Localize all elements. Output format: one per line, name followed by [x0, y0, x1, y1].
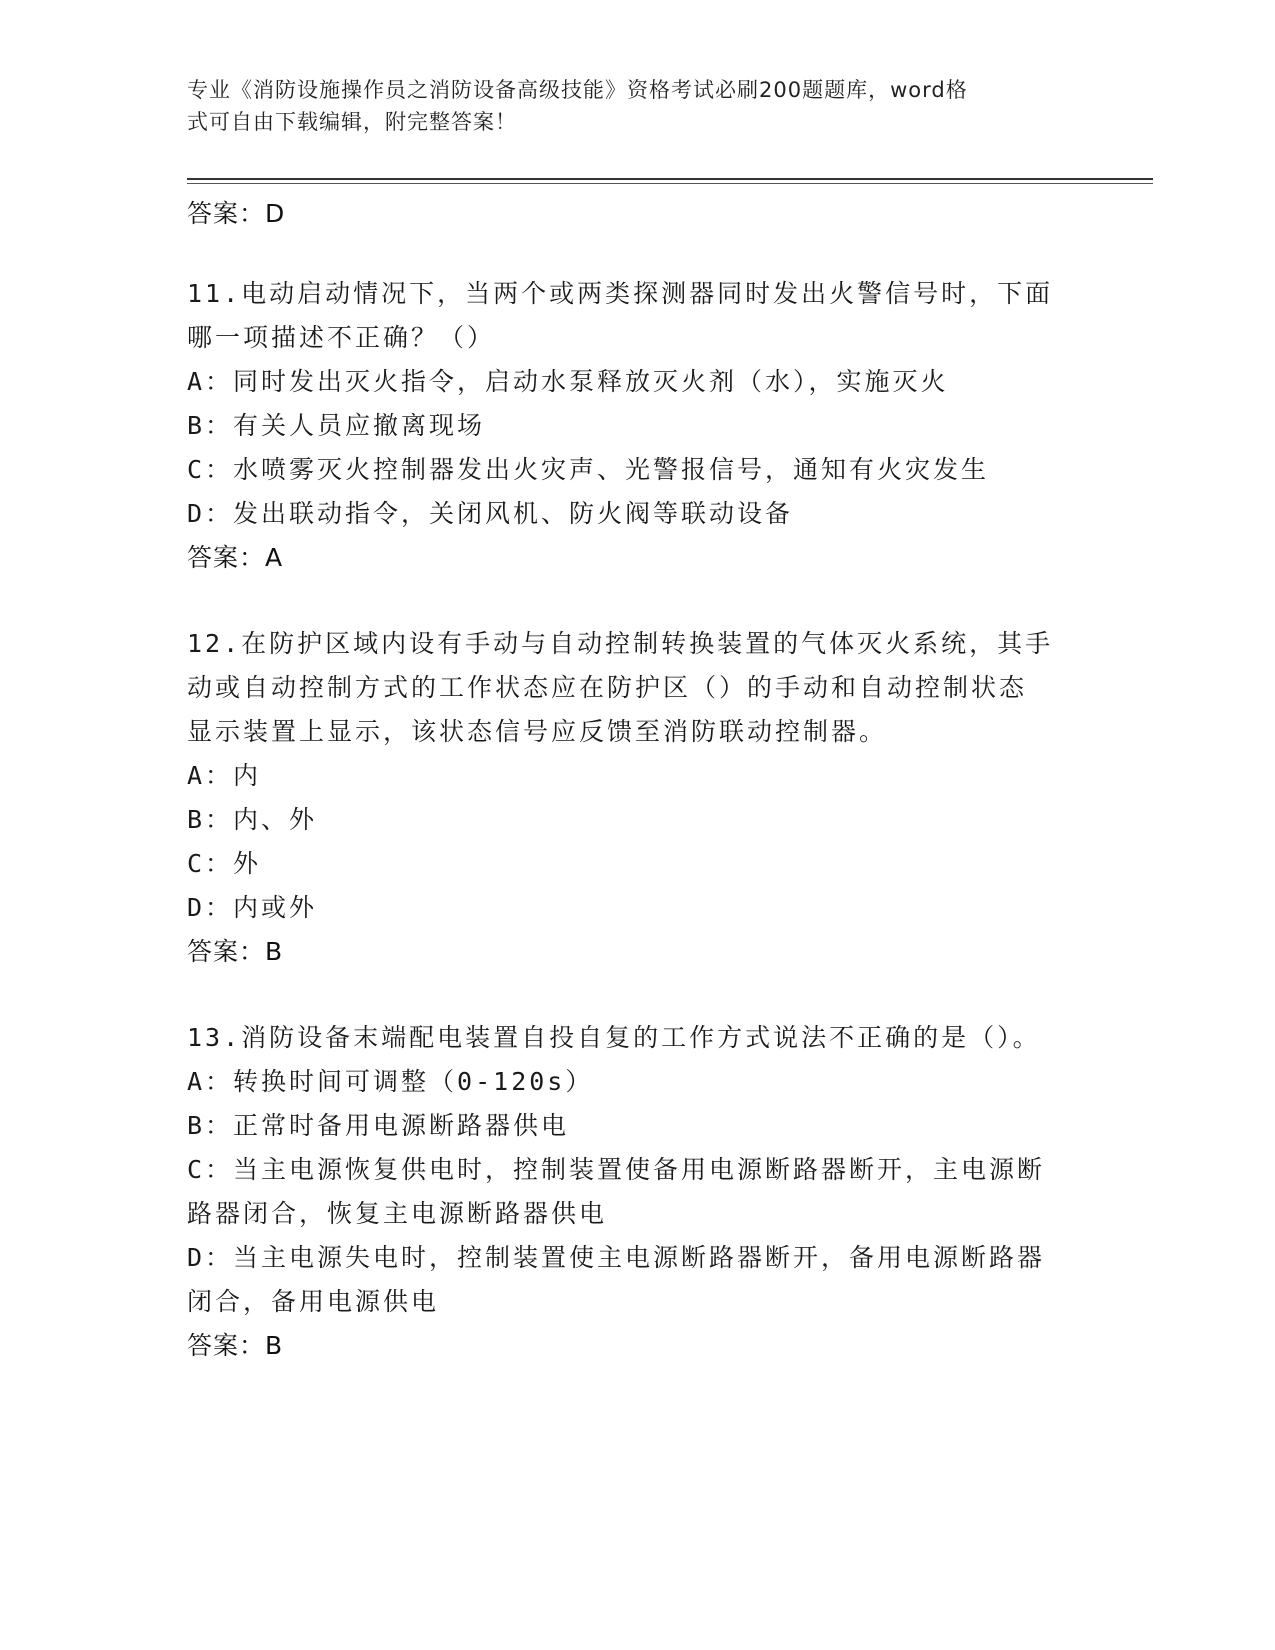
question-11-option-d: D：发出联动指令，关闭风机、防火阀等联动设备 — [187, 499, 794, 528]
question-11-option-c: C：水喷雾灭火控制器发出火灾声、光警报信号，通知有火灾发生 — [187, 455, 990, 484]
question-11-text: 11.电动启动情况下，当两个或两类探测器同时发出火警信号时，下面 — [187, 279, 1054, 308]
question-12-text: 12.在防护区域内设有手动与自动控制转换装置的气体灭火系统，其手 — [187, 629, 1054, 658]
question-12-text: 显示装置上显示，该状态信号应反馈至消防联动控制器。 — [187, 717, 888, 746]
question-13-text: 13.消防设备末端配电装置自投自复的工作方式说法不正确的是（）。 — [187, 1023, 1041, 1052]
question-11-text: 哪一项描述不正确？（） — [187, 323, 496, 352]
question-13-option-c: C：当主电源恢复供电时，控制装置使备用电源断路器断开，主电源断 — [187, 1155, 1046, 1184]
question-12-text: 动或自动控制方式的工作状态应在防护区（）的手动和自动控制状态 — [187, 673, 1028, 702]
header-divider — [187, 178, 1153, 180]
question-13-option-b: B：正常时备用电源断路器供电 — [187, 1111, 570, 1140]
question-11-answer: 答案：A — [187, 543, 284, 572]
question-12-option-a: A：内 — [187, 761, 262, 790]
question-12-option-b: B：内、外 — [187, 805, 318, 834]
question-13-option-d: D：当主电源失电时，控制装置使主电源断路器断开，备用电源断路器 — [187, 1243, 1046, 1272]
question-12-option-c: C：外 — [187, 849, 262, 878]
question-13-answer: 答案：B — [187, 1331, 284, 1360]
question-12-answer: 答案：B — [187, 937, 284, 966]
question-13-option-c-cont: 路器闭合，恢复主电源断路器供电 — [187, 1199, 608, 1228]
previous-answer: 答案：D — [187, 199, 286, 228]
question-11-option-a: A：同时发出灭火指令，启动水泵释放灭火剂（水），实施灭火 — [187, 367, 949, 396]
header-divider-thin — [187, 183, 1153, 184]
question-13-option-d-cont: 闭合，备用电源供电 — [187, 1287, 440, 1316]
document-header — [187, 74, 1067, 138]
header-line: 式可自由下载编辑，附完整答案！ — [187, 110, 517, 134]
question-11-option-b: B：有关人员应撤离现场 — [187, 411, 486, 440]
question-13-option-a: A：转换时间可调整（0-120s） — [187, 1067, 594, 1096]
header-line: 专业《消防设施操作员之消防设备高级技能》资格考试必刷200题题库，word格 — [187, 78, 968, 102]
question-12-option-d: D：内或外 — [187, 893, 318, 922]
